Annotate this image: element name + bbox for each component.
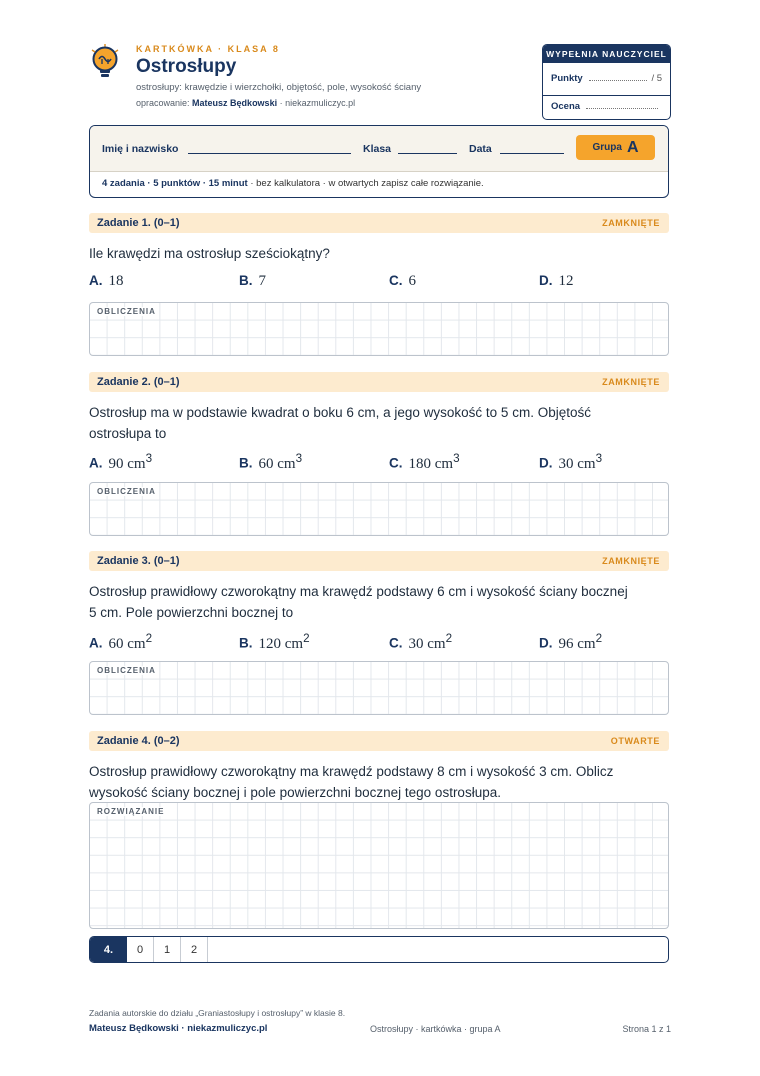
credit-author: Mateusz Będkowski <box>192 98 278 108</box>
answer-exponent: 3 <box>145 452 153 465</box>
points-label: Punkty <box>551 73 583 84</box>
points-row <box>551 73 662 84</box>
answer-value: 18 <box>108 273 124 289</box>
answer-value: 60 cm <box>108 635 146 652</box>
task-2-work-area[interactable] <box>89 482 669 536</box>
task-2-header <box>89 372 669 392</box>
task-1-header <box>89 213 669 233</box>
answer-letter: B. <box>239 455 253 471</box>
task-3-question <box>89 581 669 623</box>
task-1-answer-d[interactable] <box>539 272 574 290</box>
score-option-1[interactable]: 1 <box>154 937 181 962</box>
teacher-box <box>542 44 671 120</box>
task-1-question <box>89 243 669 264</box>
task-3-header <box>89 551 669 571</box>
answer-value: 120 cm <box>258 635 304 652</box>
task-4-label: Zadanie 4. (0–2) <box>97 735 180 747</box>
task-3-answer-b[interactable] <box>239 632 310 653</box>
credit-site: · niekazmuliczyc.pl <box>277 98 356 108</box>
answer-value: 60 cm <box>258 455 296 472</box>
points-field[interactable] <box>589 80 648 81</box>
grade-field[interactable] <box>586 108 658 109</box>
task-4-type: OTWARTE <box>610 736 660 746</box>
answer-value: 12 <box>558 273 574 289</box>
answer-exponent: 2 <box>145 632 153 645</box>
group-letter: A <box>626 138 639 156</box>
work-area-label: OBLICZENIA <box>97 307 156 316</box>
task-2-label: Zadanie 2. (0–1) <box>97 376 180 388</box>
answer-exponent: 2 <box>595 632 603 645</box>
solution-area-label: ROZWIĄZANIE <box>97 807 165 816</box>
task-2-answer-d[interactable] <box>539 452 602 473</box>
answer-exponent: 2 <box>303 632 310 645</box>
quiz-meta <box>90 172 668 198</box>
answer-letter: B. <box>239 273 253 288</box>
task-2-answer-a[interactable] <box>89 452 152 473</box>
task-3-work-area[interactable] <box>89 661 669 715</box>
class-label: Klasa <box>363 143 392 155</box>
footer-page-number: Strona 1 z 1 <box>622 1024 671 1034</box>
task-3-answers <box>89 632 689 652</box>
task-4-solution-area[interactable] <box>89 802 669 929</box>
task-4-question <box>89 761 669 803</box>
footer-doc-info: Ostrosłupy · kartkówka · grupa A <box>370 1024 501 1034</box>
answer-letter: B. <box>239 635 253 651</box>
answer-exponent: 2 <box>445 632 453 645</box>
group-badge <box>576 135 655 160</box>
work-area-label: OBLICZENIA <box>97 666 156 675</box>
answer-exponent: 3 <box>453 452 460 465</box>
answer-value: 30 cm <box>408 635 446 652</box>
answer-value: 90 cm <box>108 455 146 472</box>
student-info-box <box>89 125 669 198</box>
answer-value: 6 <box>408 273 416 289</box>
task-4-scoring-row <box>89 936 669 963</box>
work-area-label: OBLICZENIA <box>97 487 156 496</box>
task-3-question-line-1: Ostrosłup prawidłowy czworokątny ma krawędź podstawy 6 cm i wysokość ściany bocznej <box>89 584 628 599</box>
task-4-header <box>89 731 669 751</box>
answer-exponent: 3 <box>595 452 603 465</box>
answer-value: 96 cm <box>558 635 596 652</box>
credit-prefix: opracowanie: <box>136 98 193 108</box>
task-1-question-line: Ile krawędzi ma ostrosłup sześciokątny? <box>89 246 330 261</box>
page-subtitle: ostrosłupy: krawędzie i wierzchołki, objętość, pole, wysokość ściany <box>136 82 422 93</box>
group-label: Grupa <box>592 142 622 153</box>
task-3-answer-d[interactable] <box>539 632 602 653</box>
footer-author: Mateusz Będkowski · niekazmuliczyc.pl <box>89 1023 268 1034</box>
task-1-type: ZAMKNIĘTE <box>602 218 660 228</box>
answer-exponent: 3 <box>295 452 303 465</box>
scoring-task-number: 4. <box>90 937 127 962</box>
score-option-0[interactable]: 0 <box>127 937 154 962</box>
page-title: Ostrosłupy <box>136 56 237 77</box>
answer-value: 30 cm <box>558 455 596 472</box>
credit-line <box>136 98 355 108</box>
footer-note: Zadania autorskie do działu „Graniastosłupy i ostrosłupy” w klasie 8. <box>89 1008 346 1018</box>
answer-letter: C. <box>389 273 403 288</box>
answer-letter: D. <box>539 273 553 288</box>
name-field[interactable] <box>188 153 351 154</box>
task-3-question-line-2: 5 cm. Pole powierzchni bocznej to <box>89 605 294 620</box>
task-3-type: ZAMKNIĘTE <box>602 556 660 566</box>
task-1-answer-b[interactable] <box>239 272 266 290</box>
task-1-answers <box>89 272 689 292</box>
task-1-answer-a[interactable] <box>89 272 124 290</box>
task-2-answer-b[interactable] <box>239 452 302 473</box>
class-field[interactable] <box>398 153 457 154</box>
task-2-question <box>89 402 669 444</box>
date-label: Data <box>469 143 492 155</box>
lightbulb-logo-icon <box>90 44 124 80</box>
task-3-label: Zadanie 3. (0–1) <box>97 555 180 567</box>
answer-letter: D. <box>539 455 553 471</box>
answer-letter: C. <box>389 635 403 651</box>
teacher-box-title: WYPEŁNIA NAUCZYCIEL <box>543 45 670 63</box>
task-2-type: ZAMKNIĘTE <box>602 377 660 387</box>
quiz-kicker: KARTKÓWKA · KLASA 8 <box>136 44 280 54</box>
score-option-2[interactable]: 2 <box>181 937 208 962</box>
task-1-label: Zadanie 1. (0–1) <box>97 217 180 229</box>
answer-value: 7 <box>258 273 266 289</box>
answer-letter: A. <box>89 455 103 471</box>
answer-letter: D. <box>539 635 553 651</box>
task-4-question-line-1: Ostrosłup prawidłowy czworokątny ma krawędź podstawy 8 cm i wysokość 3 cm. Oblicz <box>89 764 614 779</box>
task-3-answer-c[interactable] <box>389 632 452 653</box>
grade-row <box>551 101 662 112</box>
task-1-answer-c[interactable] <box>389 272 416 290</box>
task-2-question-line-1: Ostrosłup ma w podstawie kwadrat o boku 6 cm, a jego wysokość to 5 cm. Objętość <box>89 405 591 420</box>
points-max: / 5 <box>651 73 662 84</box>
answer-letter: C. <box>389 455 403 471</box>
date-field[interactable] <box>500 153 564 154</box>
task-2-question-line-2: ostrosłupa to <box>89 426 167 441</box>
answer-letter: A. <box>89 273 103 288</box>
name-label: Imię i nazwisko <box>102 143 179 155</box>
task-2-answer-c[interactable] <box>389 452 460 473</box>
task-4-question-line-2: wysokość ściany bocznej i pole powierzchni bocznej tego ostrosłupa. <box>89 785 501 800</box>
student-info-fields <box>90 126 668 172</box>
quiz-meta-summary: 4 zadania · 5 punktów · 15 minut <box>102 178 248 189</box>
quiz-meta-rules: · bez kalkulatora · w otwartych zapisz całe rozwiązanie. <box>247 178 484 189</box>
task-1-work-area[interactable] <box>89 302 669 356</box>
answer-letter: A. <box>89 635 103 651</box>
grade-label: Ocena <box>551 101 581 112</box>
answer-value: 180 cm <box>408 455 454 472</box>
task-3-answer-a[interactable] <box>89 632 152 653</box>
teacher-box-divider <box>543 95 670 96</box>
task-2-answers <box>89 452 689 472</box>
